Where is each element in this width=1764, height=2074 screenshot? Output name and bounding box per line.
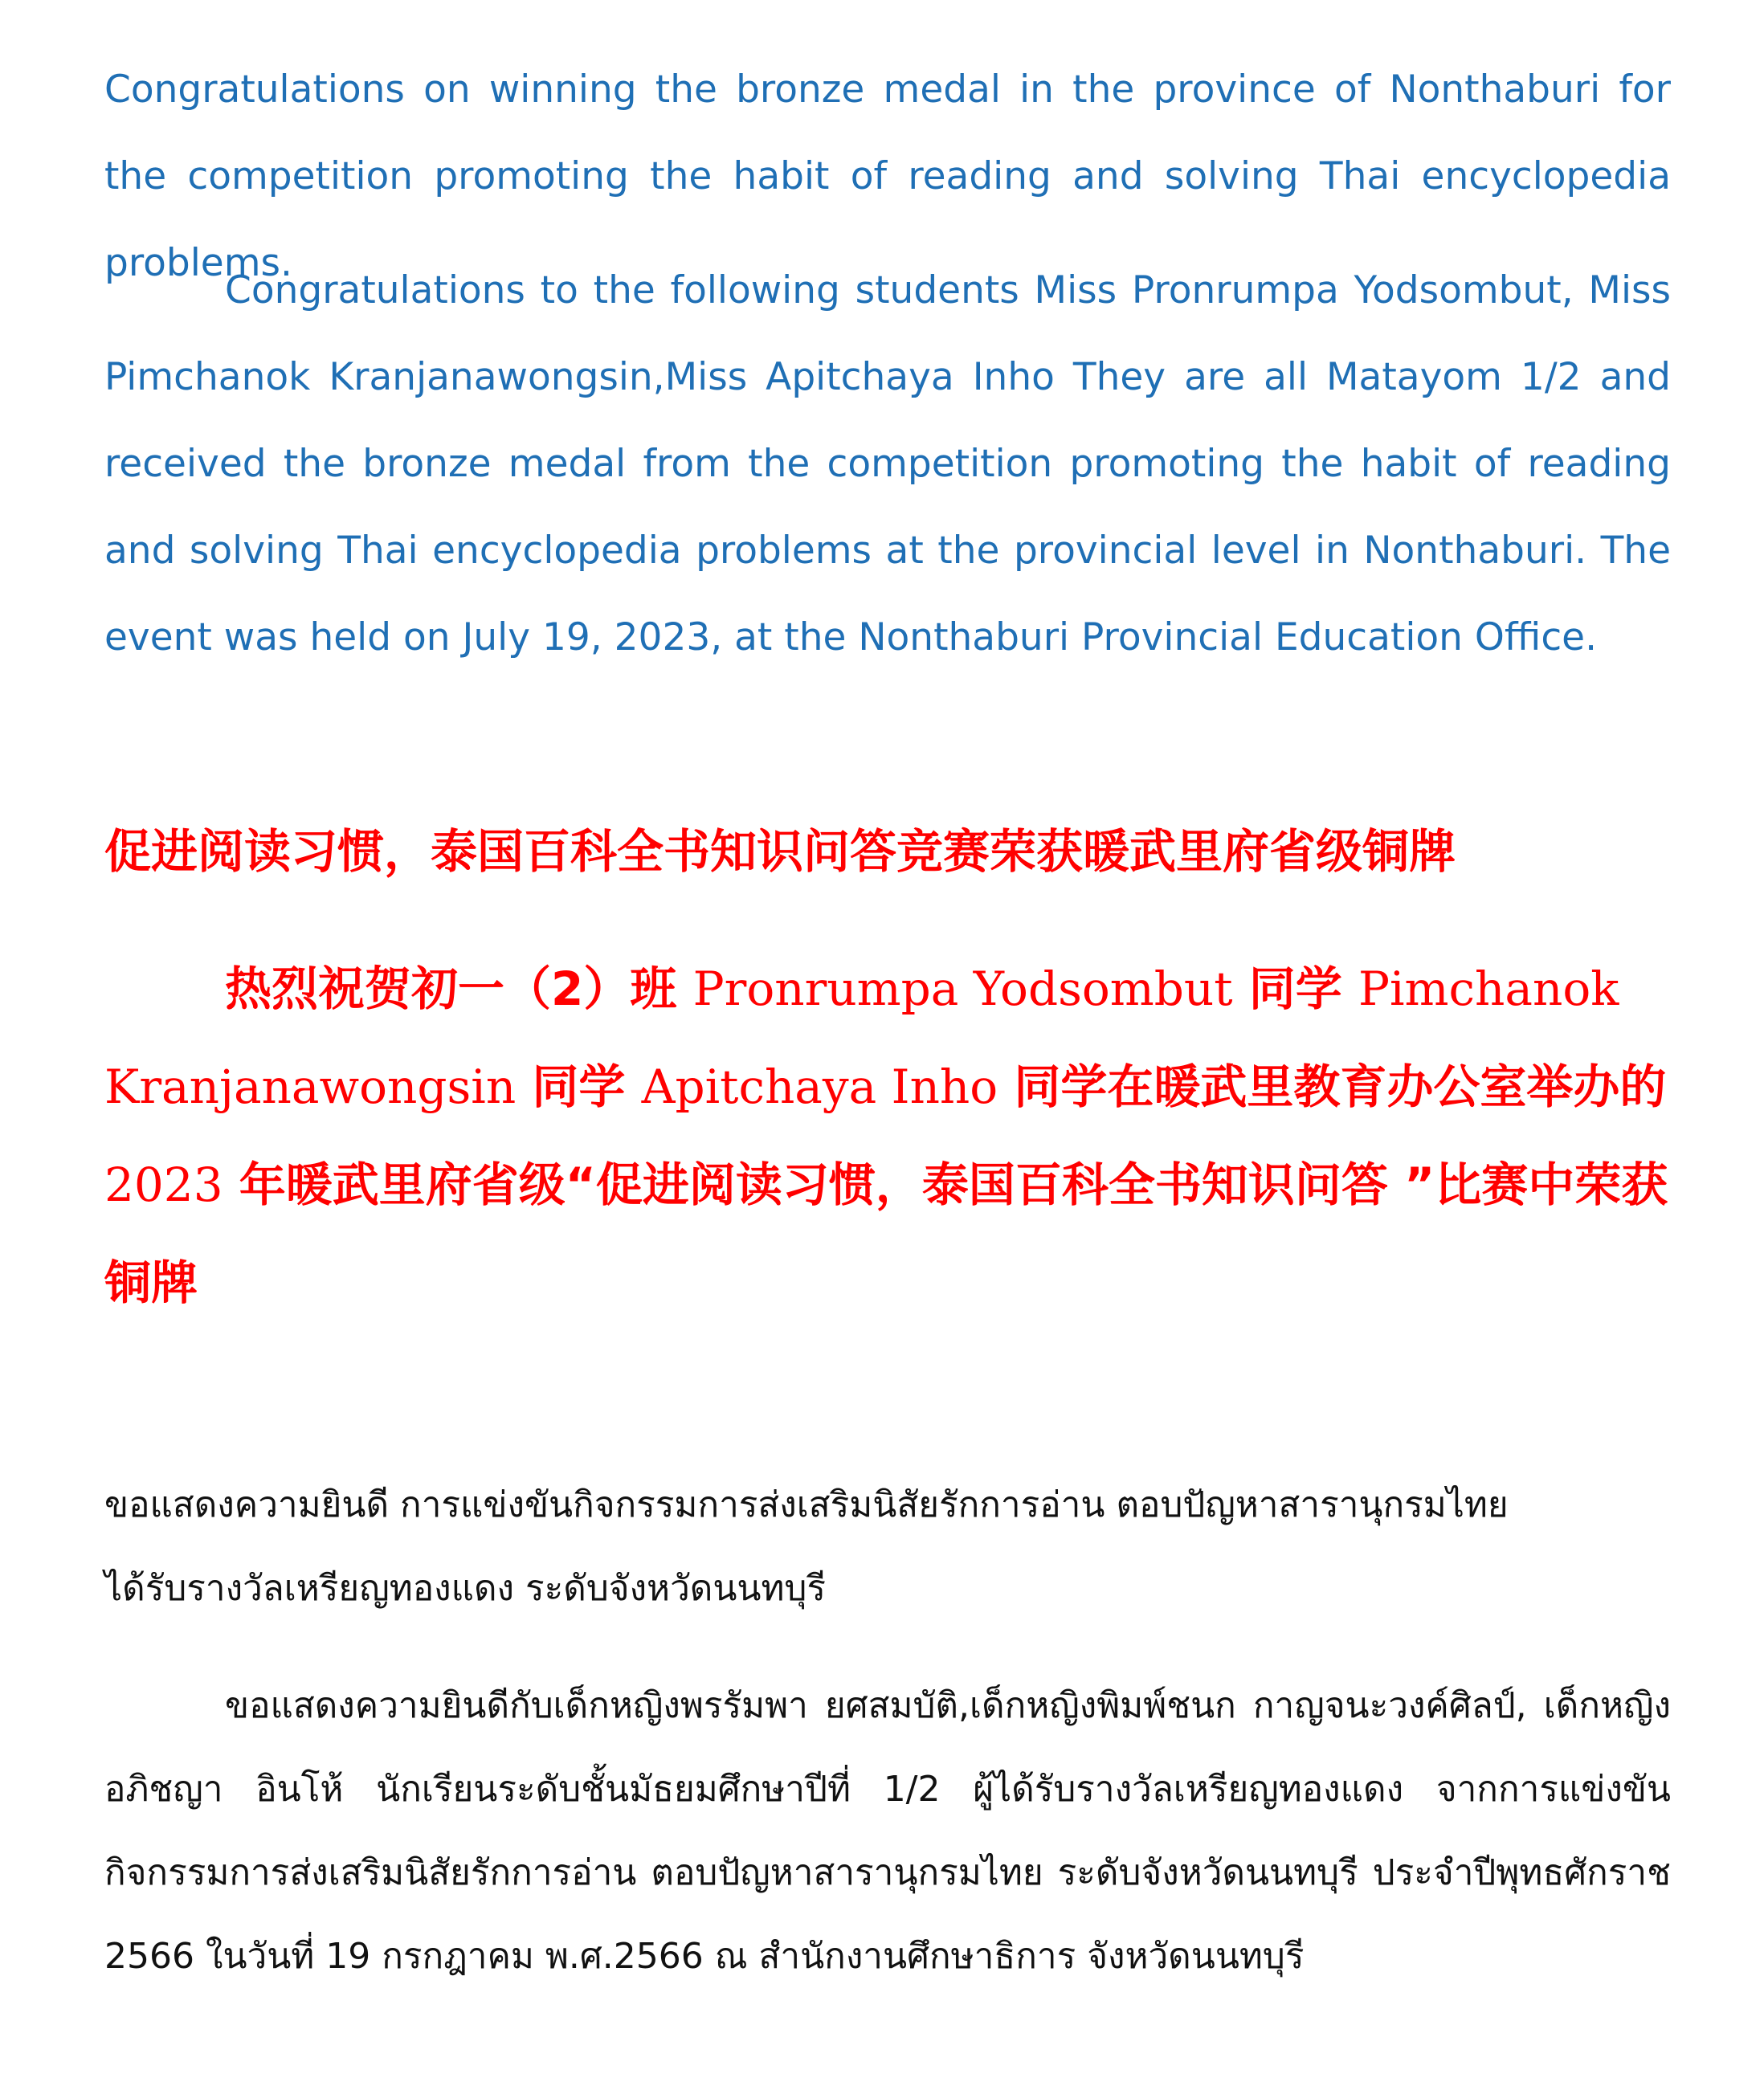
thai-body-paragraph: ขอแสดงความยินดีกับเด็กหญิงพรรัมพา ยศสมบัติ,เด็กหญิงพิมพ์ชนก กาญจนะวงค์ศิลป์, เด็กหญิงอภิชญา อินโห้ นักเรียนระดับชั้นมัธยมศึกษาปีที่ 1/2 ผู้ได้รับรางวัลเหรียญทองแดง จากการแข่งขันกิจกรรมการส่งเสริมนิสัยรักการอ่าน ตอบปัญหาสารานุกรมไทย ระดับจังหวัดนนทบุรี ประจำปีพุทธศักราช 2566 ในวันที่ 19 กรกฎาคม พ.ศ.2566 ณ สำนักงานศึกษาธิการ จังหวัดนนทบุรี bbox=[104, 1685, 1671, 1977]
thai-heading-line-2: ได้รับรางวัลเหรียญทองแดง ระดับจังหวัดนนทบุรี bbox=[104, 1568, 827, 1609]
year-number: 2023 bbox=[104, 1157, 223, 1212]
student-name-2: Pimchanok Kranjanawongsin bbox=[104, 961, 1619, 1114]
chinese-body-part: 热烈祝贺初一（2）班 bbox=[225, 961, 693, 1016]
chinese-heading: 促进阅读习惯，泰国百科全书知识问答竞赛荣获暖武里府省级铜牌 bbox=[104, 824, 1456, 879]
english-heading-paragraph: Congratulations on winning the bronze medal in the province of Nonthaburi for the competition promoting the habit of reading and solving Thai encyclopedia problems. bbox=[104, 67, 1671, 285]
student-name-1: Pronrumpa Yodsombut bbox=[692, 961, 1233, 1016]
thai-heading-line-1: ขอแสดงความยินดี การแข่งขันกิจกรรมการส่งเสริมนิสัยรักการอ่าน ตอบปัญหาสารานุกรมไทย bbox=[104, 1484, 1509, 1525]
chinese-body-part: 同学在暖武里教育办公室举办的 bbox=[998, 1059, 1667, 1114]
chinese-body-part: 同学 bbox=[516, 1059, 642, 1114]
english-body-paragraph: Congratulations to the following students Miss Pronrumpa Yodsombut, Miss Pimchanok Kranjanawongsin,Miss Apitchaya Inho They are all Matayom 1/2 and received the bronze medal from the competition promoting the habit of reading and solving Thai encyclopedia problems at the provincial level in Nonthaburi. The event was held on July 19, 2023, at the Nonthaburi Provincial Education Office. bbox=[104, 268, 1671, 659]
student-name-3: Apitchaya Inho bbox=[641, 1059, 998, 1114]
chinese-body-part: 年暖武里府省级“促进阅读习惯，泰国百科全书知识问答 ”比赛中荣获铜牌 bbox=[104, 1157, 1668, 1310]
chinese-body-part: 同学 bbox=[1232, 961, 1358, 1016]
chinese-body-paragraph bbox=[104, 940, 1671, 1332]
thai-heading bbox=[104, 1464, 1671, 1631]
